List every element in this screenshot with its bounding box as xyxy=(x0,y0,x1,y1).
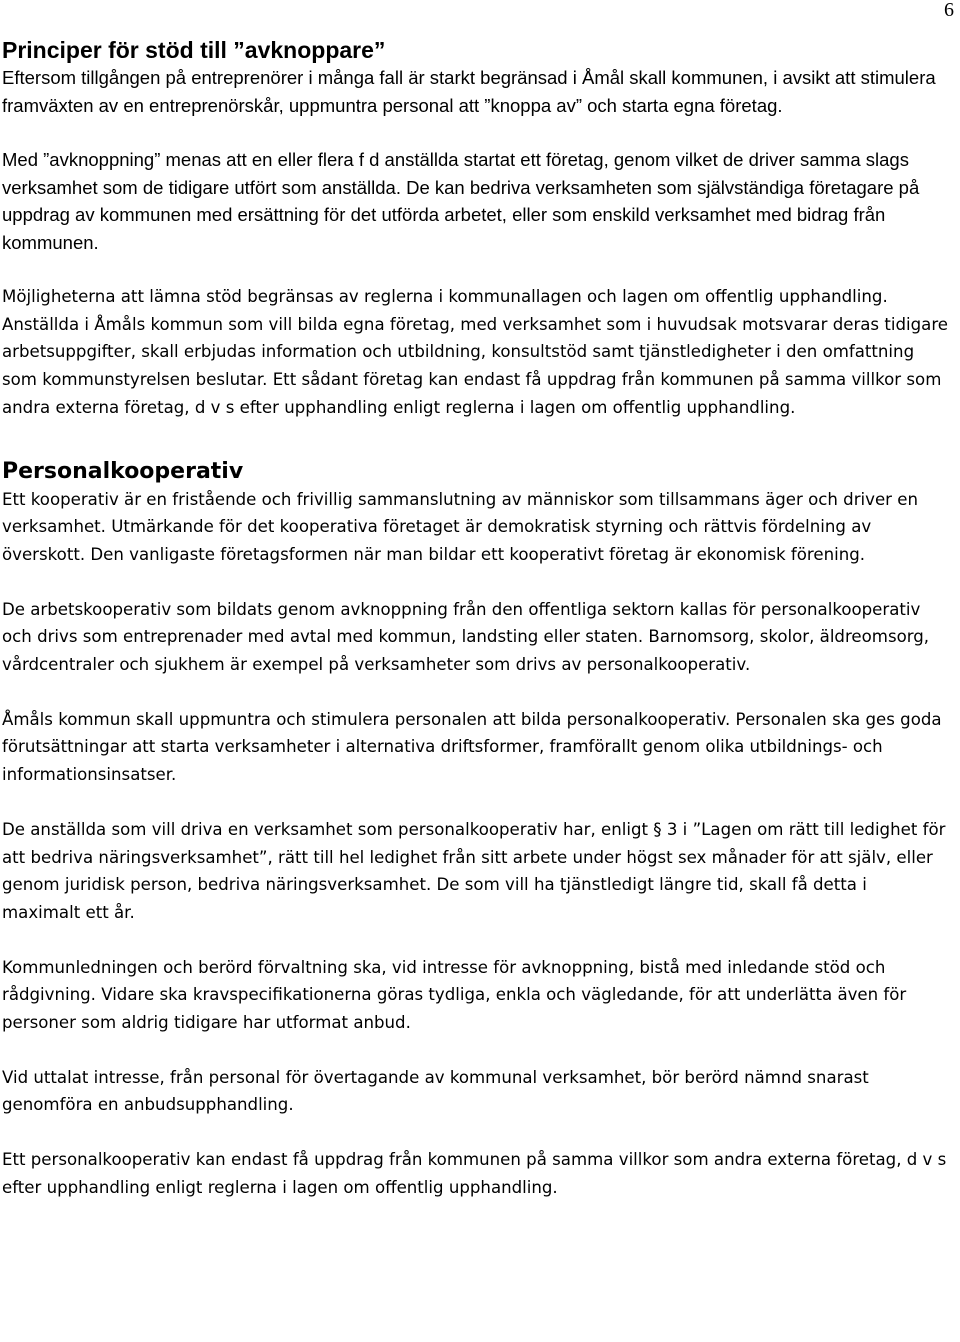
intro-paragraph: Eftersom tillgången på entreprenörer i många fall är starkt begränsad i Åmål skall kommunen, i avsikt att stimulera framväxten av en entreprenörskår, uppmuntra personal att ”knoppa av” och starta egna företag. xyxy=(2,67,936,116)
page-number: 6 xyxy=(944,0,954,21)
work-cooperative-paragraph: De arbetskooperativ som bildats genom avknoppning från den offentliga sektorn kallas för personalkooperativ och drivs som entreprenader med avtal med kommun, landsting eller staten. Barnomsorg, skolor, äldreomsorg, vårdcentraler och sjukhem är exempel på verksamheter som drivs av personalkooperativ. xyxy=(2,599,930,675)
cooperative-definition-paragraph: Ett kooperativ är en fristående och frivillig sammanslutning av människor som tillsammans äger och driver en verksamhet. Utmärkande för det kooperativa företaget är demokratisk styrning och rättvis fördelning av överskott. Den vanligaste företagsformen när man bildar ett kooperativt företag är ekonomisk förening. xyxy=(2,489,918,564)
section-heading-personalkooperativ: Personalkooperativ xyxy=(2,458,244,484)
avknoppning-definition-paragraph: Med ”avknoppning” menas att en eller flera f d anställda startat ett företag, genom vilket de driver samma slags verksamhet som de tidigare utfört som anställda. De kan bedriva verksamheten som självständiga företagare på uppdrag av kommunen med ersättning för det utförda arbetet, eller som enskild verksamhet med bidrag från kommunen. xyxy=(2,149,920,253)
management-support-paragraph: Kommunledningen och berörd förvaltning ska, vid intresse för avknoppning, bistå med inledande stöd och rådgivning. Vidare ska kravspecifikationerna göras tydliga, enkla och vägledande, för att underlätta även för personer som aldrig tidigare har utformat anbud. xyxy=(2,957,907,1033)
leave-rights-paragraph: De anställda som vill driva en verksamhet som personalkooperativ har, enligt § 3 i ”Lagen om rätt till ledighet för att bedriva näringsverksamhet”, rätt till hel ledighet från sitt arbete under högst sex månader för att själv, eller genom juridisk person, bedriva näringsverksamhet. De som vill ha tjänstledigt längre tid, skall få detta i maximalt ett år. xyxy=(2,819,946,922)
document-body xyxy=(2,36,950,1202)
external-terms-paragraph: Ett personalkooperativ kan endast få uppdrag från kommunen på samma villkor som andra externa företag, d v s efter upphandling enligt reglerna i lagen om offentlig upphandling. xyxy=(2,1150,947,1197)
section-heading-avknoppare: Principer för stöd till ”avknoppare” xyxy=(2,37,386,63)
support-limits-paragraph: Möjligheterna att lämna stöd begränsas av reglerna i kommunallagen och lagen om offentlig upphandling. Anställda i Åmåls kommun som vill bilda egna företag, med verksamhet som i huvudsak motsvarar deras tidigare arbetsuppgifter, skall erbjudas information och utbildning, konsultstöd samt tjänstledigheter i den omfattning som kommunstyrelsen beslutar. Ett sådant företag kan endast få uppdrag från kommunen på samma villkor som andra externa företag, d v s efter upphandling enligt reglerna i lagen om offentlig upphandling. xyxy=(2,287,948,417)
encouragement-paragraph: Åmåls kommun skall uppmuntra och stimulera personalen att bilda personalkooperativ. Personalen ska ges goda förutsättningar att starta verksamheter i alternativa driftsformer, framförallt genom olika utbildnings- och informationsinsatser. xyxy=(2,709,942,785)
procurement-interest-paragraph: Vid uttalat intresse, från personal för övertagande av kommunal verksamhet, bör berörd nämnd snarast genomföra en anbudsupphandling. xyxy=(2,1067,869,1115)
